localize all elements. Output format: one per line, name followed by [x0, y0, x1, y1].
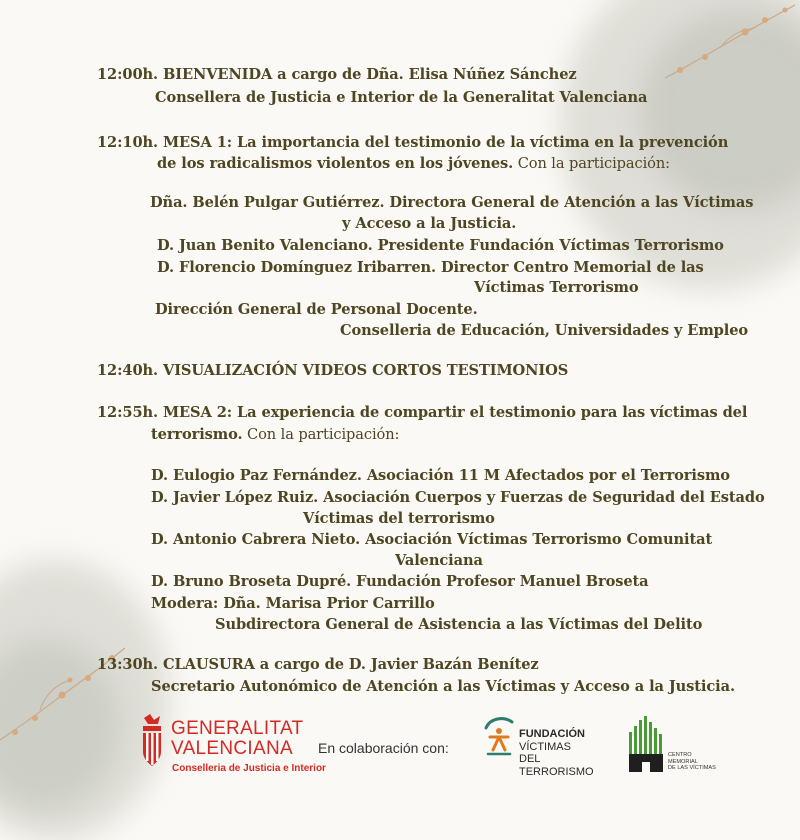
speaker-lopez-cont: Víctimas del terrorismo — [303, 510, 495, 527]
centro-memorial-line3: DE LAS VÍCTIMAS — [668, 765, 716, 771]
speaker-cabrera-cont: Valenciana — [395, 552, 483, 569]
generalitat-subtitle: Conselleria de Justicia e Interior — [172, 763, 326, 774]
video-heading: 12:40h. VISUALIZACIÓN VIDEOS CORTOS TESTIMONIOS — [97, 362, 569, 379]
welcome-heading: 12:00h. BIENVENIDA a cargo de Dña. Elisa Núñez Sánchez — [97, 66, 577, 83]
speaker-pulgar-cont: y Acceso a la Justicia. — [342, 215, 517, 232]
generalitat-line2: VALENCIANA — [171, 738, 293, 759]
fundacion-logo-text — [519, 728, 594, 778]
moderator-role: Subdirectora General de Asistencia a las Víctimas del Delito — [215, 616, 703, 633]
centro-memorial-logo-icon — [627, 712, 667, 774]
mesa2-participation: Con la participación: — [242, 426, 400, 443]
speaker-cabrera: D. Antonio Cabrera Nieto. Asociación Víctimas Terrorismo Comunitat — [151, 531, 713, 548]
speaker-personal-docente: Dirección General de Personal Docente. — [155, 301, 478, 318]
fundacion-line2: VÍCTIMAS — [519, 740, 571, 753]
speaker-lopez: D. Javier López Ruiz. Asociación Cuerpos y Fuerzas de Seguridad del Estado — [151, 489, 765, 506]
speaker-personal-docente-cont: Conselleria de Educación, Universidades y Empleo — [340, 322, 749, 339]
fundacion-line3: DEL — [519, 753, 541, 765]
fundacion-line1: FUNDACIÓN — [519, 728, 585, 740]
speaker-pulgar: Dña. Belén Pulgar Gutiérrez. Directora General de Atención a las Víctimas — [150, 194, 754, 211]
mesa1-heading: 12:10h. MESA 1: La importancia del testimonio de la víctima en la prevención — [97, 134, 729, 151]
speaker-dominguez: D. Florencio Domínguez Iribarren. Director Centro Memorial de las — [157, 259, 704, 276]
mesa2-heading: 12:55h. MESA 2: La experiencia de compartir el testimonio para las víctimas del — [97, 404, 748, 421]
mesa2-heading-cont — [151, 426, 399, 444]
welcome-role: Consellera de Justicia e Interior de la Generalitat Valenciana — [155, 89, 648, 106]
centro-memorial-line2: MEMORIAL — [668, 758, 698, 765]
mesa1-heading-cont — [157, 155, 670, 173]
centro-memorial-line1: CENTRO — [668, 752, 692, 758]
generalitat-line1: GENERALITAT — [171, 718, 304, 739]
collaboration-label: En colaboración con: — [318, 740, 449, 756]
speaker-benito: D. Juan Benito Valenciano. Presidente Fundación Víctimas Terrorismo — [157, 237, 724, 254]
generalitat-emblem-icon — [136, 712, 168, 772]
mesa2-topic-end: terrorismo. — [151, 426, 243, 443]
fundacion-victimas-logo-icon — [482, 714, 516, 762]
floral-branch-top-right — [660, 0, 800, 90]
speaker-dominguez-cont: Víctimas Terrorismo — [474, 279, 639, 296]
fundacion-line4: TERRORISMO — [519, 765, 594, 778]
generalitat-logo-text — [171, 719, 303, 759]
moderator: Modera: Dña. Marisa Prior Carrillo — [151, 595, 435, 612]
centro-memorial-logo-text — [668, 752, 716, 772]
closing-heading: 13:30h. CLAUSURA a cargo de D. Javier Bazán Benítez — [97, 656, 539, 673]
speaker-paz: D. Eulogio Paz Fernández. Asociación 11 M Afectados por el Terrorismo — [151, 467, 730, 484]
closing-role: Secretario Autonómico de Atención a las Víctimas y Acceso a la Justicia. — [151, 678, 735, 695]
mesa1-topic-end: de los radicalismos violentos en los jóvenes. — [157, 155, 514, 172]
speaker-broseta: D. Bruno Broseta Dupré. Fundación Profesor Manuel Broseta — [151, 573, 649, 590]
mesa1-participation: Con la participación: — [513, 155, 670, 172]
